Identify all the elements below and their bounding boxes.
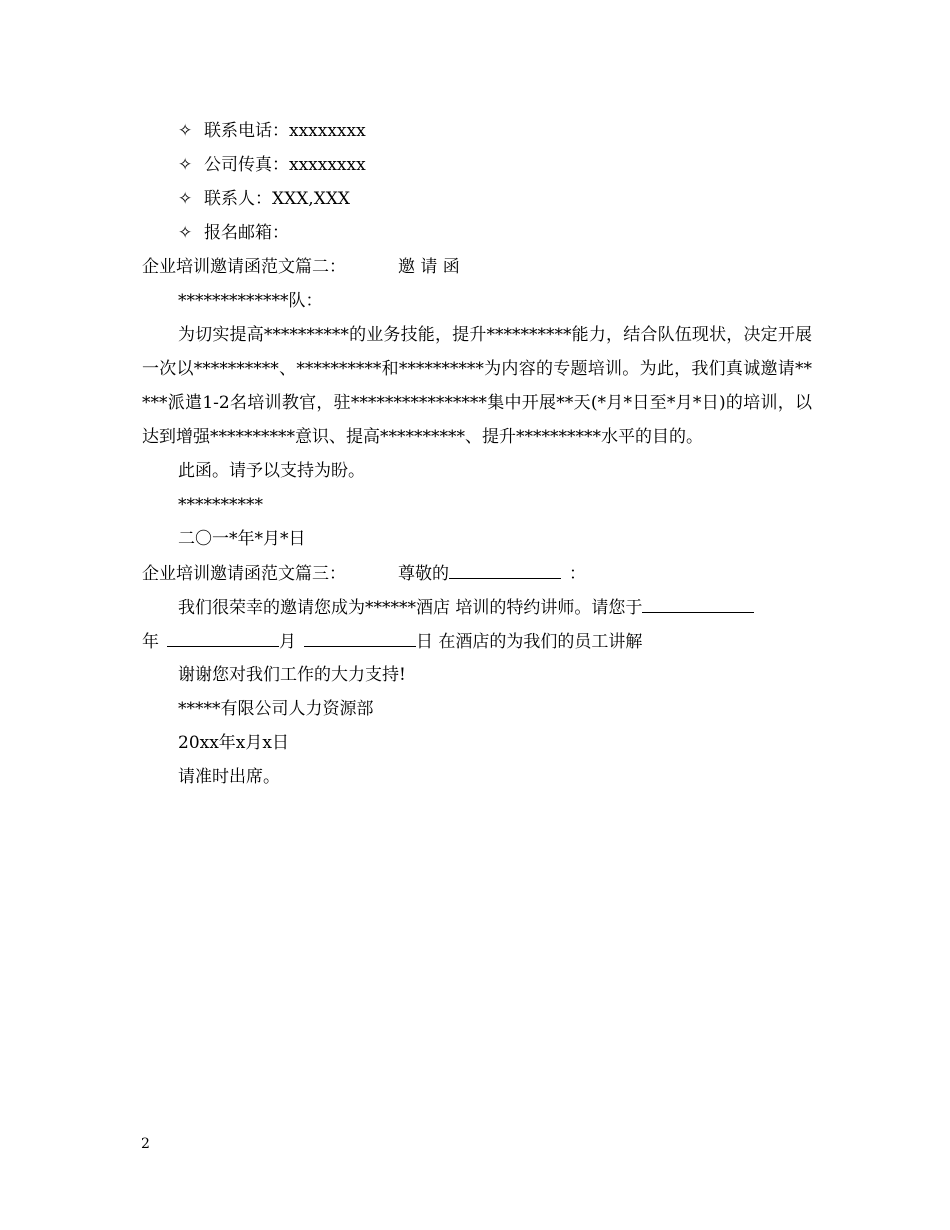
section3-greeting-prefix: 尊敬的 (398, 564, 449, 584)
section2-heading-line (142, 250, 812, 284)
contact-item-email: ✧ 报名邮箱： (142, 216, 812, 250)
section2-heading: 企业培训邀请函范文篇二： (142, 257, 346, 277)
section3-invite-line: 我们很荣幸的邀请您成为******酒店 培训的特约讲师。请您于 (142, 590, 812, 624)
contact-item-phone: ✧ 联系电话：xxxxxxxx (142, 114, 812, 148)
diamond-bullet-icon: ✧ (178, 121, 193, 141)
name-blank (449, 556, 561, 579)
section3-company: *****有限公司人力资源部 (178, 699, 374, 719)
diamond-bullet-icon: ✧ (178, 155, 193, 175)
section2-body: 为切实提高**********的业务技能，提升**********能力，结合队伍现状，决定开展一次以**********、**********和**********为内容的专题培训。为此，我们真诚邀请*****派遣1-2名培训教官，驻****************集中开展**天(*月*日至*月*日)的培训，以达到增强**********意识、提高**********、提升**********水平的目的。 (142, 325, 812, 447)
diamond-bullet-icon: ✧ (178, 189, 193, 209)
section2-closing: 此函。请予以支持为盼。 (178, 461, 365, 481)
diamond-bullet-icon: ✧ (178, 223, 193, 243)
contact-item-person: ✧ 联系人：XXX,XXX (142, 182, 812, 216)
contact-item-fax: ✧ 公司传真：xxxxxxxx (142, 148, 812, 182)
section3-heading-line (142, 556, 812, 590)
document-content (142, 114, 812, 794)
page-number: 2 (141, 1136, 150, 1152)
section2-recipient: *************队： (178, 291, 323, 311)
year-blank (642, 590, 754, 613)
section3-date-line: 年 月 日 在酒店的为我们的员工讲解 (142, 624, 812, 658)
section2-date: 二〇一*年*月*日 (178, 529, 306, 549)
month-blank (167, 624, 279, 647)
day-blank (304, 624, 416, 647)
section3-greeting-suffix: ： (569, 564, 586, 584)
section3-thanks: 谢谢您对我们工作的大力支持! (178, 665, 406, 685)
section2-title: 邀 请 函 (398, 257, 460, 277)
section2-signature: ********** (178, 495, 263, 515)
section3-date: 20xx年x月x日 (178, 733, 289, 753)
section3-note: 请准时出席。 (178, 767, 280, 787)
section3-heading: 企业培训邀请函范文篇三： (142, 564, 346, 584)
